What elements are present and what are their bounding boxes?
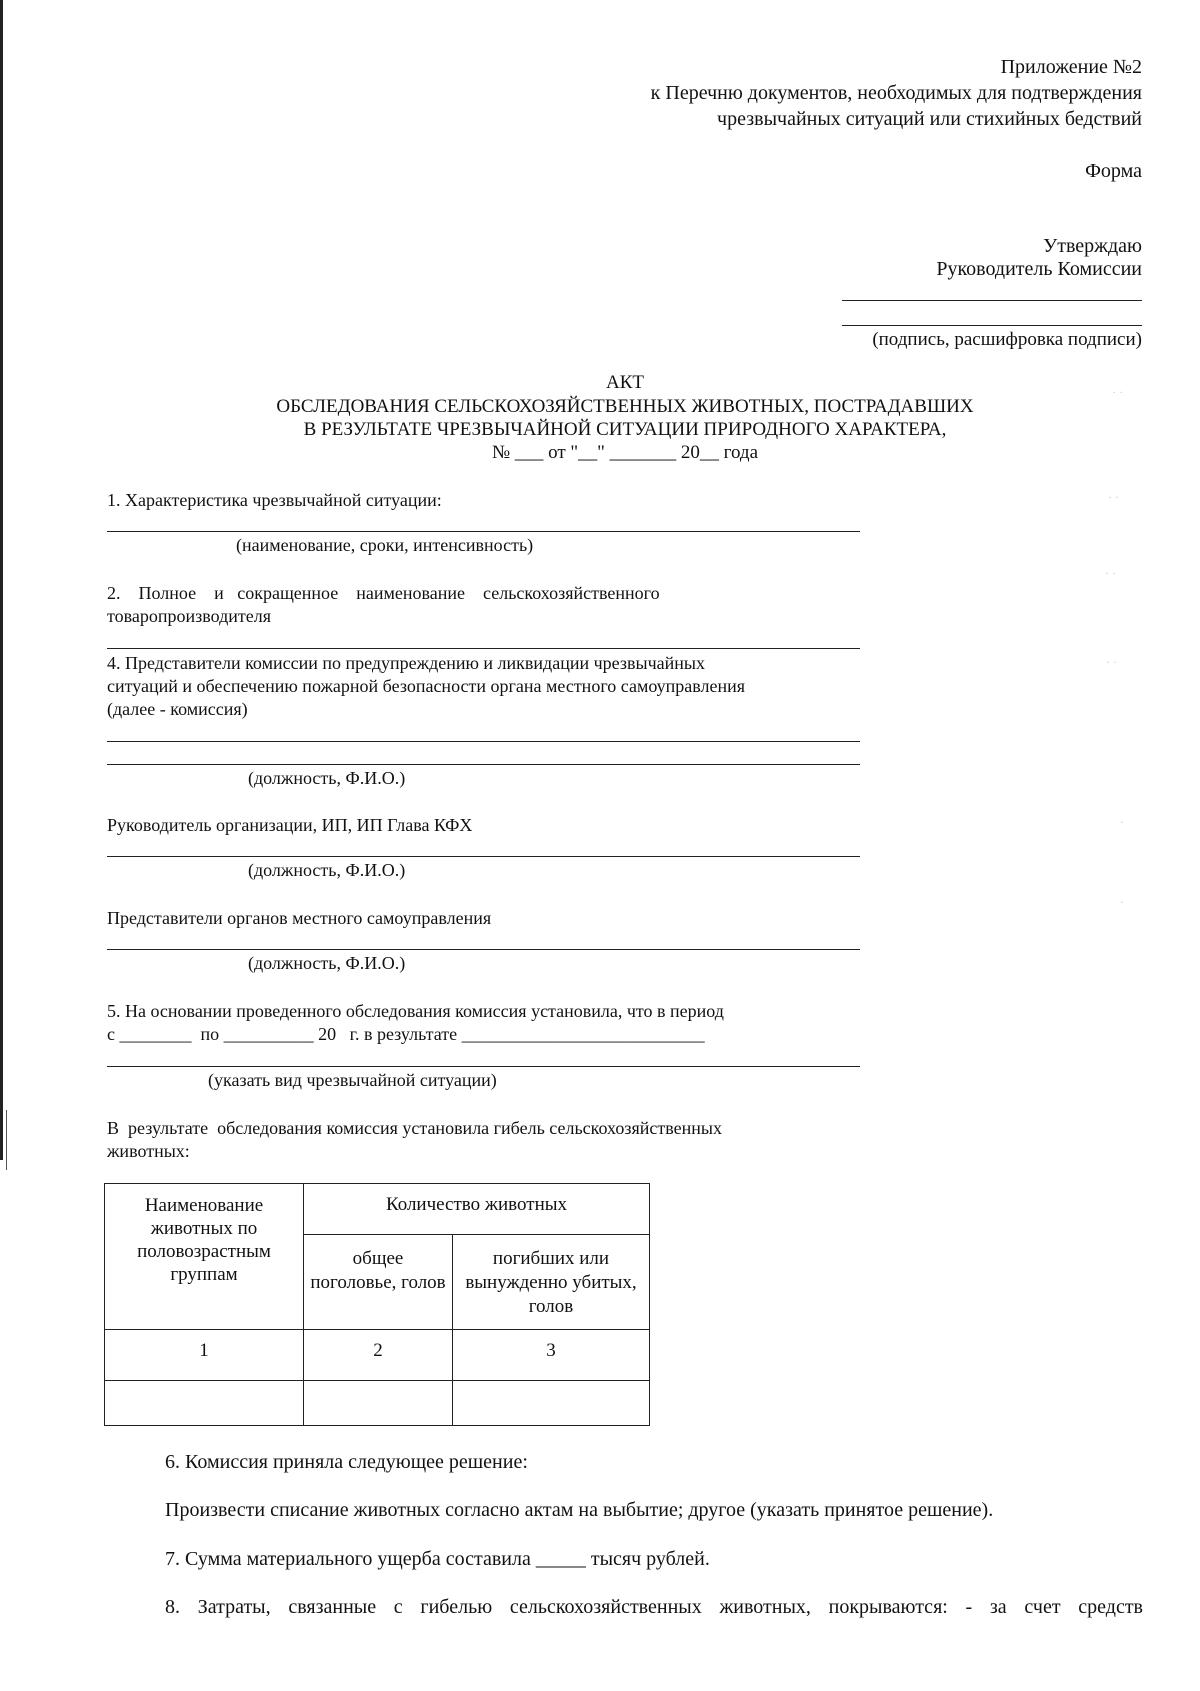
act-title: АКТ <box>606 372 644 393</box>
form-label: Форма <box>1085 160 1142 182</box>
scan-artifact: · <box>1120 895 1124 909</box>
head-org-line <box>107 856 860 857</box>
scan-artifact: · · <box>1112 385 1123 399</box>
section-5-line <box>107 1066 860 1067</box>
section-6-text: Произвести списание животных согласно актам на выбытие; другое (указать принятое решение). <box>165 1499 994 1521</box>
appendix-line-3: чрезвычайных ситуаций или стихийных бедствий <box>717 108 1142 130</box>
table-col-number-3: 3 <box>453 1330 650 1381</box>
section-8-text: 8. Затраты, связанные с гибелью сельскохозяйственных животных, покрываются: - за счет средств <box>165 1596 1143 1618</box>
result-line-1: В результате обследования комиссия установила гибель сельскохозяйственных <box>107 1118 722 1138</box>
table-row <box>105 1381 650 1426</box>
scan-artifact: · · <box>1106 655 1117 669</box>
section-2-line-1: 2. Полное и сокращенное наименование сельскохозяйственного <box>107 583 660 603</box>
head-org-label: Руководитель организации, ИП, ИП Глава КФХ <box>107 815 473 835</box>
table-col-number-2: 2 <box>304 1330 453 1381</box>
section-5-line-1: 5. На основании проведенного обследования комиссия установила, что в период <box>107 1001 724 1021</box>
local-gov-hint: (должность, Ф.И.О.) <box>248 953 406 973</box>
section-2-line-2: товаропроизводителя <box>107 606 272 626</box>
appendix-line-2: к Перечню документов, необходимых для подтверждения <box>650 82 1142 104</box>
scan-artifact: · · <box>1105 566 1116 580</box>
table-col-number-1: 1 <box>105 1330 304 1381</box>
scan-artifact: · <box>1120 815 1124 829</box>
signature-line-2 <box>842 325 1142 326</box>
act-number-date: № ___ от "__" _______ 20__ года <box>491 442 759 463</box>
approve-label: Утверждаю <box>1043 235 1142 257</box>
appendix-number: Приложение №2 <box>1000 56 1142 78</box>
section-2-line <box>107 648 860 649</box>
section-4-line-2: ситуаций и обеспечению пожарной безопасности органа местного самоуправления <box>107 676 746 696</box>
local-gov-line <box>107 949 860 950</box>
section-5-hint: (указать вид чрезвычайной ситуации) <box>208 1070 497 1090</box>
section-4-line-a <box>107 741 860 742</box>
section-4-line-b <box>107 764 860 765</box>
scan-edge-line <box>0 0 3 1160</box>
section-1-label: 1. Характеристика чрезвычайной ситуации: <box>107 490 442 510</box>
table-header-count: Количество животных <box>304 1184 650 1235</box>
local-gov-label: Представители органов местного самоуправления <box>107 908 492 928</box>
section-4-line-3: (далее - комиссия) <box>107 699 248 719</box>
scan-edge-mark <box>6 1110 7 1170</box>
table-cell-empty <box>453 1381 650 1426</box>
result-line-2: животных: <box>107 1141 190 1161</box>
scan-artifact: · · <box>1108 490 1119 504</box>
table-header-dead: погибших или вынужденно убитых, голов <box>453 1235 650 1330</box>
table-header-total: общее поголовье, голов <box>304 1235 453 1330</box>
table-cell-empty <box>105 1381 304 1426</box>
animals-table <box>104 1183 650 1426</box>
section-7-text: 7. Сумма материального ущерба составила _____ тысяч рублей. <box>165 1548 710 1570</box>
signature-hint: (подпись, расшифровка подписи) <box>872 329 1142 350</box>
head-of-commission: Руководитель Комиссии <box>936 258 1142 280</box>
section-1-hint: (наименование, сроки, интенсивность) <box>236 535 534 555</box>
section-4-hint: (должность, Ф.И.О.) <box>248 768 406 788</box>
section-1-line <box>107 531 860 532</box>
head-org-hint: (должность, Ф.И.О.) <box>248 860 406 880</box>
act-title-line-2: ОБСЛЕДОВАНИЯ СЕЛЬСКОХОЗЯЙСТВЕННЫХ ЖИВОТНЫХ, ПОСТРАДАВШИХ <box>276 396 974 417</box>
table-header-group-name: Наименование животных по половозрастным группам <box>105 1184 304 1330</box>
section-6-label: 6. Комиссия приняла следующее решение: <box>165 1451 528 1473</box>
act-title-line-3: В РЕЗУЛЬТАТЕ ЧРЕЗВЫЧАЙНОЙ СИТУАЦИИ ПРИРОДНОГО ХАРАКТЕРА, <box>303 419 947 440</box>
section-4-line-1: 4. Представители комиссии по предупреждению и ликвидации чрезвычайных <box>107 653 705 673</box>
section-5-line-2: с ________ по __________ 20 г. в результате ___________________________ <box>107 1024 705 1044</box>
signature-line-1 <box>842 300 1142 301</box>
table-cell-empty <box>304 1381 453 1426</box>
